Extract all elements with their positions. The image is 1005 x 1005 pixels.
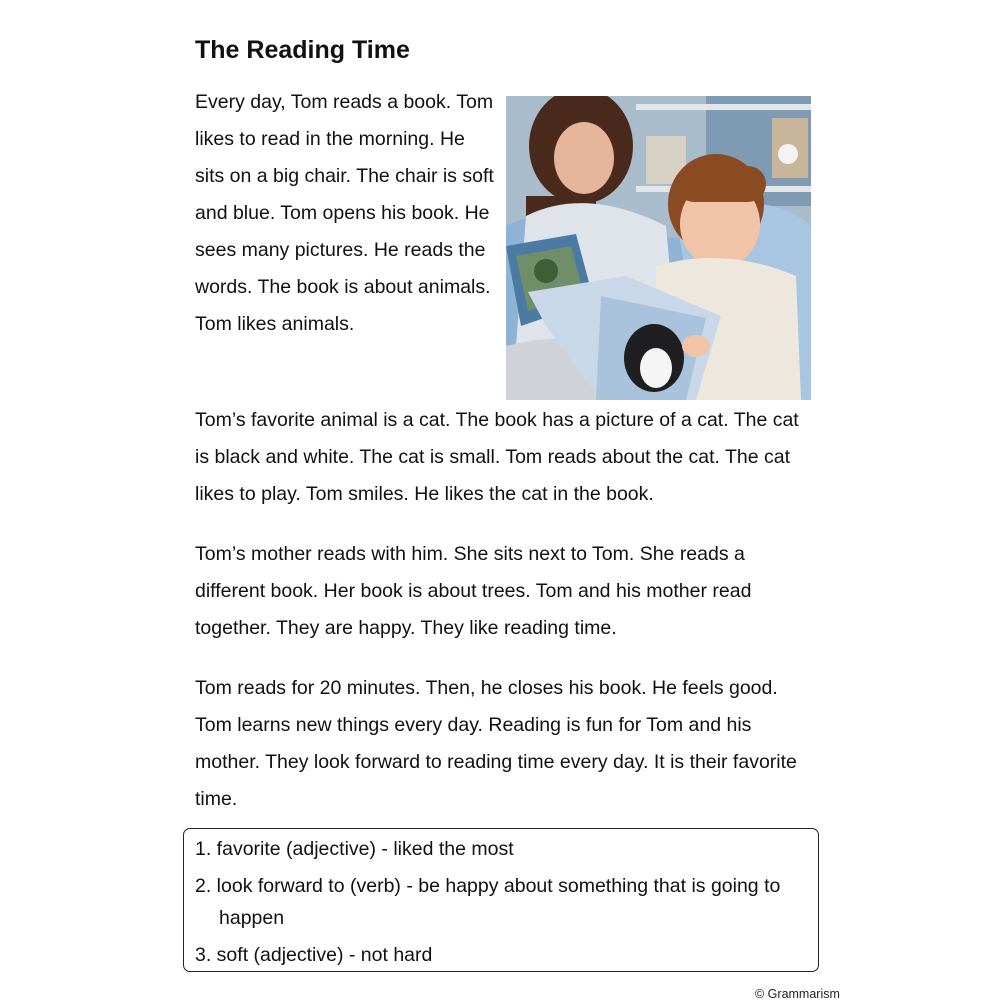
mother-and-son-reading-illustration	[506, 96, 811, 400]
story-paragraph-3: Tom’s mother reads with him. She sits next to Tom. She reads a different book. Her book is about trees. Tom and his mother read together. They are happy. They like reading time.	[195, 543, 752, 639]
vocabulary-box	[183, 828, 819, 972]
vocabulary-item: 1. favorite (adjective) - liked the most	[195, 838, 514, 860]
vocabulary-item: 3. soft (adjective) - not hard	[195, 944, 433, 966]
vocabulary-list	[195, 833, 795, 976]
story-paragraph-2: Tom’s favorite animal is a cat. The book has a picture of a cat. The cat is black and white. The cat is small. Tom reads about the cat. The cat likes to play. Tom smiles. He likes the cat in the book.	[195, 409, 799, 505]
story-paragraph-1: Every day, Tom reads a book. Tom likes to read in the morning. He sits on a big chair. The chair is soft and blue. Tom opens his book. He sees many pictures. He reads the words. The book is about animals. Tom likes animals.	[195, 91, 494, 335]
copyright-credit: © Grammarism	[755, 987, 840, 1001]
page-title: The Reading Time	[195, 36, 410, 64]
story-paragraph-4: Tom reads for 20 minutes. Then, he closes his book. He feels good. Tom learns new things every day. Reading is fun for Tom and his mother. They look forward to reading time every day. It is their favorite time.	[195, 677, 797, 810]
vocabulary-item: 2. look forward to (verb) - be happy about something that is going to happen	[195, 875, 781, 929]
